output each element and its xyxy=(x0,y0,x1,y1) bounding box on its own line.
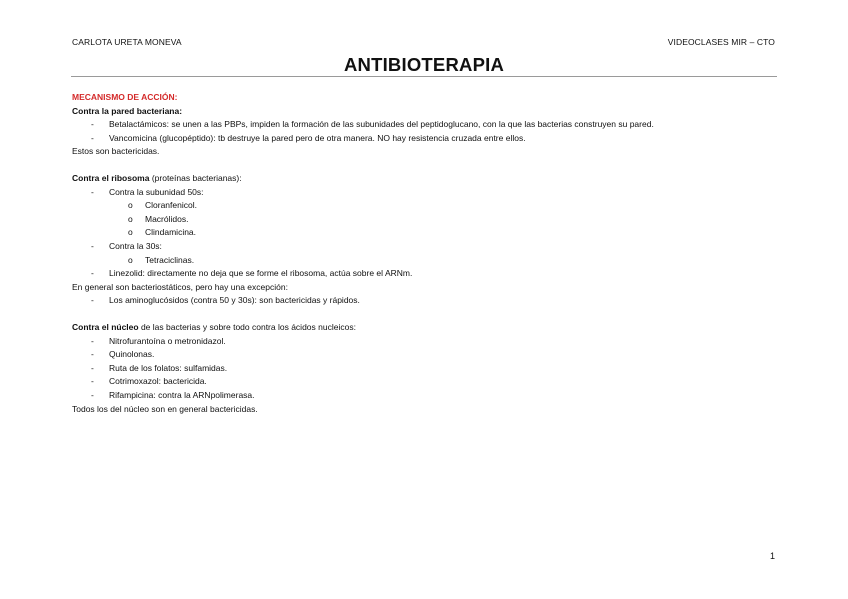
mechanism-heading: MECANISMO DE ACCIÓN: xyxy=(72,92,178,102)
list-item xyxy=(72,335,777,349)
list-item-text: Linezolid: directamente no deja que se forme el ribosoma, actúa sobre el ARNm. xyxy=(109,268,413,279)
list-item-text: Vancomicina (glucopéptido): tb destruye la pared pero de otra manera. NO hay resistencia cruzada entre ellos. xyxy=(109,132,526,143)
nucleus-heading xyxy=(72,321,777,335)
circle-marker: o xyxy=(128,213,133,224)
sub-list-item xyxy=(72,213,777,227)
dash-marker: - xyxy=(91,186,94,197)
list-item-text: Cotrimoxazol: bactericida. xyxy=(109,376,207,387)
list-item-text: Los aminoglucósidos (contra 50 y 30s): son bactericidas y rápidos. xyxy=(109,295,360,306)
dash-marker: - xyxy=(91,376,94,387)
dash-marker: - xyxy=(91,390,94,401)
spacer xyxy=(72,159,777,173)
header-series: VIDEOCLASES MIR – CTO xyxy=(667,37,775,47)
dash-marker: - xyxy=(91,119,94,130)
spacer xyxy=(72,308,777,322)
list-item xyxy=(72,375,777,389)
list-item xyxy=(72,362,777,376)
sub-list-item-text: Tetraciclinas. xyxy=(145,254,195,265)
sub-list-item-text: Cloranfenicol. xyxy=(145,200,197,211)
page-number: 1 xyxy=(769,551,775,561)
dash-marker: - xyxy=(91,268,94,279)
title-rule xyxy=(71,76,777,77)
ribosome-heading-rest: (proteínas bacterianas): xyxy=(149,173,242,184)
circle-marker: o xyxy=(128,200,133,211)
list-item-text: Contra la 30s: xyxy=(109,241,162,252)
list-item-text: Nitrofurantoína o metronidazol. xyxy=(109,335,226,346)
dash-marker: - xyxy=(91,295,94,306)
circle-marker: o xyxy=(128,254,133,265)
list-item xyxy=(72,348,777,362)
sub-list-item xyxy=(72,254,777,268)
nucleus-heading-rest: de las bacterias y sobre todo contra los ácidos nucleicos: xyxy=(138,322,356,333)
sub-list-item-text: Clindamicina. xyxy=(145,227,197,238)
sub-list-item xyxy=(72,226,777,240)
list-item xyxy=(72,240,777,254)
ribosome-heading xyxy=(72,172,777,186)
dash-marker: - xyxy=(91,362,94,373)
dash-marker: - xyxy=(91,335,94,346)
list-item-text: Betalactámicos: se unen a las PBPs, impiden la formación de las subunidades del peptidoglucano, con la que las bacterias construyen su pared. xyxy=(109,119,654,130)
nucleus-heading-bold: Contra el núcleo xyxy=(72,322,139,333)
header-author: CARLOTA URETA MONEVA xyxy=(72,37,182,47)
sub-list-item-text: Macrólidos. xyxy=(145,213,189,224)
list-item xyxy=(72,132,777,146)
dash-marker: - xyxy=(91,349,94,360)
document-body xyxy=(72,91,777,416)
list-item xyxy=(72,267,777,281)
ribosome-heading-bold: Contra el ribosoma xyxy=(72,173,150,184)
circle-marker: o xyxy=(128,227,133,238)
list-item xyxy=(72,186,777,200)
ribosome-note: En general son bacteriostáticos, pero hay una excepción: xyxy=(72,281,288,292)
page-title: ANTIBIOTERAPIA xyxy=(343,54,505,75)
dash-marker: - xyxy=(91,241,94,252)
list-item xyxy=(72,389,777,403)
sub-list-item xyxy=(72,199,777,213)
cell-wall-note: Estos son bactericidas. xyxy=(72,146,160,157)
list-item-text: Rifampicina: contra la ARNpolimerasa. xyxy=(109,390,255,401)
cell-wall-heading: Contra la pared bacteriana: xyxy=(72,105,183,116)
list-item xyxy=(72,118,777,132)
list-item xyxy=(72,294,777,308)
list-item-text: Contra la subunidad 50s: xyxy=(109,186,204,197)
nucleus-note: Todos los del núcleo son en general bactericidas. xyxy=(72,403,258,414)
list-item-text: Quinolonas. xyxy=(109,349,155,360)
list-item-text: Ruta de los folatos: sulfamidas. xyxy=(109,362,228,373)
dash-marker: - xyxy=(91,132,94,143)
